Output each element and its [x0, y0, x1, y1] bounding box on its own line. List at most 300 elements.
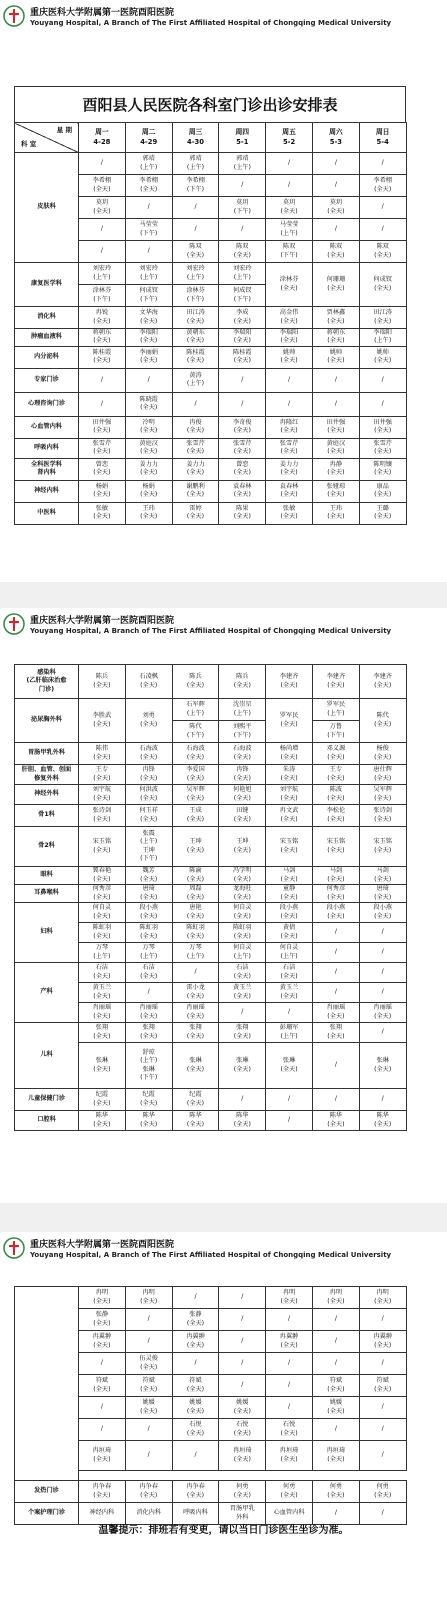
doctor-shift-cell: 姚媛 (全天) — [312, 1397, 359, 1419]
schedule-page-1 — [0, 0, 447, 582]
department-name: 眼科 — [15, 867, 79, 885]
department-name: 康复医学科 — [15, 263, 79, 307]
doctor-shift-cell: 张诗剑 (全天) — [359, 805, 406, 827]
doctor-shift-cell: 陈双 (全天) — [219, 241, 266, 263]
hospital-logo-icon — [3, 1237, 25, 1259]
doctor-shift-cell: / — [266, 1111, 313, 1131]
doctor-shift-cell: / — [359, 392, 406, 416]
doctor-shift-cell: / — [359, 1309, 406, 1331]
doctor-shift-cell: 李瑞阳 (全天) — [219, 329, 266, 347]
schedule-row — [15, 765, 407, 785]
doctor-shift-cell: / — [219, 1353, 266, 1375]
doctor-shift-cell: 冉翼翀 (全天) — [266, 1331, 313, 1353]
doctor-shift-cell: 黄玉兰 (全天) — [79, 983, 126, 1003]
doctor-shift-cell: 张诗剑 (全天) — [79, 805, 126, 827]
doctor-shift-cell: 何自灵 (全天) — [219, 903, 266, 923]
doctor-shift-cell: 张敏 (全天) — [266, 502, 313, 524]
doctor-shift-cell: 冉垣琦 (全天) — [79, 1441, 126, 1471]
department-name: 心理咨询门诊 — [15, 392, 79, 416]
doctor-shift-cell: 石洁 (全天) — [79, 963, 126, 983]
doctor-shift-cell: 姚帅 (全天) — [359, 346, 406, 368]
doctor-shift-cell: 万琴 (上午) — [79, 943, 126, 963]
doctor-shift-cell: 李瑞阳 (全天) — [125, 329, 172, 347]
doctor-shift-cell: 消化内科 — [125, 1503, 172, 1525]
doctor-shift-cell: 王专 (全天) — [79, 765, 126, 785]
doctor-shift-cell: 冉文武 (全天) — [266, 805, 313, 827]
doctor-shift-cell: 马剑 (全天) — [359, 867, 406, 885]
doctor-shift-cell: 胃肠甲乳 外科 — [219, 1503, 266, 1525]
doctor-shift-cell: 何洪波 (全天) — [125, 785, 172, 805]
doctor-shift-cell: / — [312, 153, 359, 175]
doctor-shift-cell: 呼吸内科 — [172, 1503, 219, 1525]
doctor-shift-cell: / — [359, 983, 406, 1003]
schedule-row — [15, 665, 407, 699]
doctor-shift-cell: 陈兵 (全天) — [219, 665, 266, 699]
department-name: 妇科 — [15, 903, 79, 963]
doctor-shift-cell: / — [312, 219, 359, 241]
doctor-shift-cell: 王专 (全天) — [312, 765, 359, 785]
day-header: 周二 4-29 — [125, 123, 172, 153]
doctor-shift-cell: 文华海 (全天) — [125, 307, 172, 329]
hospital-name-en: Youyang Hospital, A Branch of The First Affiliated Hospital of Chongqing Medical University — [30, 19, 392, 27]
doctor-shift-cell: 张雪芹 (全天) — [266, 438, 313, 458]
doctor-shift-cell: 冉翼翀 (全天) — [172, 1331, 219, 1353]
doctor-shift-cell: 神经内科 — [79, 1503, 126, 1525]
doctor-shift-cell: 刘宏玲 (上午) — [172, 263, 219, 285]
department-name: 感染科 (乙肝临床治愈 门诊) — [15, 665, 79, 699]
doctor-shift-cell: / — [266, 1375, 313, 1397]
doctor-shift-cell: 张敏 (全天) — [79, 502, 126, 524]
doctor-shift-cell: 符斌 (全天) — [312, 1375, 359, 1397]
doctor-shift-cell: / — [312, 1089, 359, 1111]
doctor-shift-cell: / — [219, 368, 266, 392]
doctor-shift-cell: 涂林芬 (下午) — [79, 285, 126, 307]
doctor-shift-cell: 郭靖 (上午) — [172, 153, 219, 175]
doctor-shift-cell: 马莹莹 (上午) — [266, 219, 313, 241]
doctor-shift-cell: 陈双 (下午) — [266, 241, 313, 263]
doctor-shift-cell: 冉垣琦 (全天) — [219, 1441, 266, 1471]
footer-note: 温馨提示：排班若有变更，请以当日门诊医生坐诊为准。 — [98, 1525, 349, 1536]
doctor-shift-cell: 纪霞 (全天) — [172, 1089, 219, 1111]
doctor-shift-cell: 万琴 (上午) — [125, 943, 172, 963]
doctor-shift-cell: 符斌 (全天) — [79, 1375, 126, 1397]
doctor-shift-cell: 冉争春 (全天) — [79, 1481, 126, 1503]
doctor-shift-cell: 袁春林 (全天) — [219, 480, 266, 502]
doctor-shift-cell: 张雪芹 (全天) — [79, 438, 126, 458]
doctor-shift-cell: / — [79, 1397, 126, 1419]
doctor-shift-cell: / — [266, 368, 313, 392]
doctor-shift-cell: 石洁 (全天) — [266, 963, 313, 983]
doctor-shift-cell: 冉争春 (全天) — [172, 1481, 219, 1503]
doctor-shift-cell: 张琳 (全天) — [359, 1043, 406, 1089]
doctor-shift-cell: 黄涛 (上午) — [172, 368, 219, 392]
doctor-shift-cell: / — [312, 923, 359, 943]
department-name: 骨2科 — [15, 827, 79, 867]
doctor-shift-cell: / — [125, 1441, 172, 1471]
doctor-shift-cell: 冀春艳 (全天) — [79, 867, 126, 885]
doctor-shift-cell: 陈华 (全天) — [172, 1111, 219, 1131]
department-name: 儿童保健门诊 — [15, 1089, 79, 1111]
doctor-shift-cell: 黄庭汉 (全天) — [312, 438, 359, 458]
doctor-shift-cell: 李希栩 (全天) — [125, 175, 172, 197]
doctor-shift-cell: 彭珊军 (上午) — [266, 1023, 313, 1043]
doctor-shift-cell: 段小燕 (全天) — [266, 903, 313, 923]
department-name: 心血管内科 — [15, 416, 79, 438]
doctor-shift-cell: / — [172, 1353, 219, 1375]
doctor-shift-cell: 张琳 (全天) — [79, 1043, 126, 1089]
doctor-shift-cell: / — [312, 943, 359, 963]
doctor-shift-cell: 姜力力 (全天) — [125, 458, 172, 480]
doctor-shift-cell: / — [312, 1331, 359, 1353]
doctor-shift-cell: / — [266, 175, 313, 197]
doctor-shift-cell: 陈双 (全天) — [172, 241, 219, 263]
weekday-axis-label: 星 期 — [56, 126, 72, 134]
doctor-shift-cell: / — [359, 923, 406, 943]
doctor-shift-cell: 冉明 (全天) — [125, 1287, 172, 1309]
day-header: 周六 5-3 — [312, 123, 359, 153]
schedule-row — [15, 699, 407, 721]
doctor-shift-cell: 陈桂霞 (全天) — [219, 346, 266, 368]
doctor-shift-cell: 石悦 (全天) — [219, 1419, 266, 1441]
doctor-shift-cell: 石洁 (全天) — [219, 963, 266, 983]
doctor-shift-cell: / — [125, 1331, 172, 1353]
department-name: 儿科 — [15, 1023, 79, 1089]
doctor-shift-cell: 曾恋 (全天) — [219, 458, 266, 480]
doctor-shift-cell: 杨娟 (全天) — [79, 480, 126, 502]
doctor-shift-cell: 谢鹏利 (全天) — [172, 480, 219, 502]
doctor-shift-cell: / — [79, 368, 126, 392]
day-header: 周四 5-1 — [219, 123, 266, 153]
hospital-logo-icon — [3, 5, 25, 27]
hospital-header — [0, 608, 447, 648]
doctor-shift-cell: 唐艳 (全天) — [172, 903, 219, 923]
doctor-shift-cell: 刘宇航 (全天) — [79, 785, 126, 805]
doctor-shift-cell: 冉垣琦 (全天) — [312, 1441, 359, 1471]
doctor-shift-cell: 陈伟 (全天) — [79, 743, 126, 765]
doctor-shift-cell: 李胜武 (全天) — [79, 699, 126, 743]
doctor-shift-cell: / — [312, 963, 359, 983]
doctor-shift-cell: 宋玉铭 (全天) — [359, 827, 406, 867]
doctor-shift-cell: 陈桂霞 (全天) — [172, 346, 219, 368]
hospital-name-cn: 重庆医科大学附属第一医院酉阳医院 — [30, 616, 175, 626]
doctor-shift-cell: 冉隆红 (全天) — [266, 416, 313, 438]
doctor-shift-cell: / — [79, 392, 126, 416]
doctor-shift-cell: 符斌 (全天) — [172, 1375, 219, 1397]
doctor-shift-cell: 姚帅 (全天) — [312, 346, 359, 368]
doctor-shift-cell: 何勇 (全天) — [312, 1481, 359, 1503]
schedule-row — [15, 1023, 407, 1043]
doctor-shift-cell: 何自灵 (全天) — [79, 903, 126, 923]
doctor-shift-cell: 黄玉兰 (全天) — [219, 983, 266, 1003]
doctor-shift-cell: 田江涛 (全天) — [359, 307, 406, 329]
schedule-row — [15, 346, 407, 368]
doctor-shift-cell: 魏芳 (全天) — [125, 867, 172, 885]
doctor-shift-cell: 张雪芹 (全天) — [359, 438, 406, 458]
doctor-shift-cell: / — [312, 175, 359, 197]
doctor-shift-cell: 宋玉铭 (全天) — [266, 827, 313, 867]
doctor-shift-cell: 李希栩 (下午) — [172, 175, 219, 197]
doctor-shift-cell: 陈华 (全天) — [125, 1111, 172, 1131]
doctor-shift-cell: 石军辉 (上午) — [172, 699, 219, 721]
doctor-shift-cell: 段小燕 (全天) — [359, 903, 406, 923]
doctor-shift-cell: 冉锋 (全天) — [219, 765, 266, 785]
schedule-row — [15, 416, 407, 438]
department-name: 胃肠甲乳外科 — [15, 743, 79, 765]
doctor-shift-cell: 石凌枫 (全天) — [125, 665, 172, 699]
schedule-row — [15, 827, 407, 867]
doctor-shift-cell: 陈虹羽 (全天) — [172, 923, 219, 943]
schedule-row — [15, 867, 407, 885]
doctor-shift-cell: 雷婷 (全天) — [172, 502, 219, 524]
doctor-shift-cell: / — [125, 197, 172, 219]
schedule-row — [15, 903, 407, 923]
doctor-shift-cell: / — [359, 1353, 406, 1375]
doctor-shift-cell: 李建齐 (全天) — [266, 665, 313, 699]
doctor-shift-cell: 陈双 (全天) — [359, 241, 406, 263]
doctor-shift-cell: / — [219, 1287, 266, 1309]
doctor-shift-cell: 纪霞 (全天) — [125, 1089, 172, 1111]
doctor-shift-cell: 莫玥 (全天) — [266, 197, 313, 219]
doctor-shift-cell: 杨尚增 (全天) — [266, 743, 313, 765]
doctor-shift-cell: / — [359, 1023, 406, 1043]
doctor-shift-cell: 石海波 (全天) — [172, 743, 219, 765]
doctor-shift-cell: / — [359, 368, 406, 392]
doctor-shift-cell: 田键 (全天) — [219, 805, 266, 827]
doctor-shift-cell: 李希栩 (全天) — [359, 175, 406, 197]
doctor-shift-cell: / — [266, 1003, 313, 1023]
hospital-name-en: Youyang Hospital, A Branch of The First Affiliated Hospital of Chongqing Medical University — [30, 627, 392, 635]
hospital-name-cn: 重庆医科大学附属第一医院酉阳医院 — [30, 1240, 175, 1250]
doctor-shift-cell: 张静 (全天) — [172, 1309, 219, 1331]
doctor-shift-cell: 心血管内科 — [266, 1503, 313, 1525]
doctor-shift-cell: / — [79, 219, 126, 241]
hospital-name-cn: 重庆医科大学附属第一医院酉阳医院 — [30, 8, 175, 18]
doctor-shift-cell: 何勇 (全天) — [359, 1481, 406, 1503]
doctor-shift-cell: / — [359, 219, 406, 241]
doctor-shift-cell: / — [219, 1003, 266, 1023]
department-name: 内分泌科 — [15, 346, 79, 368]
doctor-shift-cell: 冉翼翀 (全天) — [79, 1331, 126, 1353]
day-header: 周五 5-2 — [266, 123, 313, 153]
doctor-shift-cell: 石海波 (全天) — [125, 743, 172, 765]
doctor-shift-cell: / — [312, 983, 359, 1003]
doctor-shift-cell: / — [312, 368, 359, 392]
doctor-shift-cell: 陈波 (全天) — [312, 785, 359, 805]
doctor-shift-cell: 刘宇航 (全天) — [266, 785, 313, 805]
doctor-shift-cell: 贾林鑫 (全天) — [312, 307, 359, 329]
doctor-shift-cell: 段小燕 (全天) — [125, 903, 172, 923]
doctor-shift-cell: 田井强 (全天) — [359, 416, 406, 438]
doctor-shift-cell: 宋玉铭 (全天) — [312, 827, 359, 867]
doctor-shift-cell: 吴军辉 (全天) — [359, 785, 406, 805]
doctor-shift-cell: 莫玥 (全天) — [79, 197, 126, 219]
schedule-row — [15, 1111, 407, 1131]
schedule-row — [15, 307, 407, 329]
doctor-shift-cell: 何秀彦 (全天) — [312, 885, 359, 903]
doctor-shift-cell: 蒋朝东 (全天) — [79, 329, 126, 347]
doctor-shift-cell: 何自灵 (上午) — [266, 943, 313, 963]
department-name: 全科医学科 肾内科 — [15, 458, 79, 480]
doctor-shift-cell: 陈华 (全天) — [312, 1111, 359, 1131]
doctor-shift-cell: 莫玥 (全天) — [312, 197, 359, 219]
department-axis-label: 科 室 — [21, 140, 37, 149]
schedule-row — [15, 263, 407, 285]
doctor-shift-cell: 陈兵 (全天) — [79, 665, 126, 699]
doctor-shift-cell: / — [266, 392, 313, 416]
schedule-row — [15, 438, 407, 458]
doctor-shift-cell: 王坤 (全天) — [219, 827, 266, 867]
doctor-shift-cell: 何成钗 (全天) — [359, 263, 406, 307]
doctor-shift-cell: 张震 (上午) 王坤 (下午) — [125, 827, 172, 867]
doctor-shift-cell: / — [125, 983, 172, 1003]
doctor-shift-cell: 冉垣琦 (全天) — [266, 1441, 313, 1471]
doctor-shift-cell: 陈双 (全天) — [312, 241, 359, 263]
doctor-shift-cell: 陈华 (全天) — [219, 1111, 266, 1131]
doctor-shift-cell: 吴军辉 (全天) — [172, 785, 219, 805]
doctor-shift-cell: 石悦 (全天) — [266, 1419, 313, 1441]
doctor-shift-cell: 唐琦 (全天) — [125, 885, 172, 903]
department-name: 肝胆、血管、创面 修复外科 — [15, 765, 79, 785]
doctor-shift-cell: 杨娟 (全天) — [125, 480, 172, 502]
doctor-shift-cell: 王坤 (全天) — [172, 827, 219, 867]
doctor-shift-cell: / — [312, 1503, 359, 1525]
doctor-shift-cell: 张翔 (全天) — [219, 1023, 266, 1043]
doctor-shift-cell: 何秀彦 (全天) — [79, 885, 126, 903]
doctor-shift-cell: 姚媛 (全天) — [172, 1397, 219, 1419]
doctor-shift-cell: / — [219, 219, 266, 241]
department-name — [15, 1287, 79, 1481]
doctor-shift-cell: 纪霞 (全天) — [79, 1089, 126, 1111]
schedule-row — [15, 458, 407, 480]
doctor-shift-cell: 陈明镶 (全天) — [359, 458, 406, 480]
doctor-shift-cell: / — [359, 153, 406, 175]
doctor-shift-cell: 张静 (全天) — [79, 1309, 126, 1331]
doctor-shift-cell: 何勇 (全天) — [266, 1481, 313, 1503]
doctor-shift-cell: 马莹莹 (下午) — [125, 219, 172, 241]
schedule-table-1 — [14, 122, 407, 525]
doctor-shift-cell: 田井强 (全天) — [312, 416, 359, 438]
doctor-shift-cell: 莫玥 (下午) — [219, 197, 266, 219]
doctor-shift-cell: 冷明 (全天) — [125, 416, 172, 438]
doctor-shift-cell: 王璐 (全天) — [359, 502, 406, 524]
doctor-shift-cell: 陈华 (全天) — [79, 1111, 126, 1131]
doctor-shift-cell: 袁春林 (全天) — [266, 480, 313, 502]
doctor-shift-cell: / — [172, 197, 219, 219]
schedule-page-2 — [0, 608, 447, 1203]
hospital-name-en: Youyang Hospital, A Branch of The First Affiliated Hospital of Chongqing Medical University — [30, 1251, 392, 1259]
doctor-shift-cell: / — [125, 1419, 172, 1441]
department-name: 个案护理门诊 — [15, 1503, 79, 1525]
doctor-shift-cell: / — [172, 1287, 219, 1309]
doctor-shift-cell: 龙海旺 (全天) — [219, 885, 266, 903]
doctor-shift-cell: 肖丽瑶 (全天) — [312, 1003, 359, 1023]
schedule-row — [15, 885, 407, 903]
schedule-row — [15, 1089, 407, 1111]
doctor-shift-cell: 罗军民 (上午) — [312, 699, 359, 721]
doctor-shift-cell: 沈崇星 (上午) — [219, 699, 266, 721]
doctor-shift-cell: / — [172, 219, 219, 241]
department-name: 消化科 — [15, 307, 79, 329]
doctor-shift-cell: 童静 (全天) — [266, 885, 313, 903]
doctor-shift-cell: 刘宏玲 (上午) — [125, 263, 172, 285]
doctor-shift-cell: / — [266, 1397, 313, 1419]
doctor-shift-cell: 陈果 (全天) — [219, 502, 266, 524]
schedule-table-3 — [14, 1286, 407, 1525]
doctor-shift-cell: 邓义源 (全天) — [312, 743, 359, 765]
doctor-shift-cell: 石洁 (全天) — [125, 963, 172, 983]
doctor-shift-cell: 杨俊 (全天) — [359, 743, 406, 765]
doctor-shift-cell: / — [359, 1089, 406, 1111]
schedule-row — [15, 480, 407, 502]
doctor-shift-cell: 田井强 (全天) — [79, 416, 126, 438]
doctor-shift-cell: 唐仕辉 (全天) — [359, 765, 406, 785]
doctor-shift-cell: 李建齐 (全天) — [312, 665, 359, 699]
doctor-shift-cell: 朱涛 (全天) — [266, 765, 313, 785]
doctor-shift-cell: / — [219, 1331, 266, 1353]
doctor-shift-cell: 康品 (全天) — [359, 480, 406, 502]
doctor-shift-cell: 肖丽瑶 (全天) — [125, 1003, 172, 1023]
doctor-shift-cell: / — [266, 1089, 313, 1111]
doctor-shift-cell: / — [312, 392, 359, 416]
doctor-shift-cell: 冉争春 (全天) — [125, 1481, 172, 1503]
doctor-shift-cell: 万鲁 (下午) — [312, 721, 359, 743]
doctor-shift-cell: 陈虹羽 (全天) — [219, 923, 266, 943]
doctor-shift-cell: 石悦 (全天) — [172, 1419, 219, 1441]
doctor-shift-cell: 冉锐 (全天) — [79, 307, 126, 329]
doctor-shift-cell: 冉明 (全天) — [312, 1287, 359, 1309]
doctor-shift-cell: 何珊珊 (全天) — [312, 263, 359, 307]
hospital-logo-icon — [3, 613, 25, 635]
doctor-shift-cell: 李瑞阳 (上午) — [359, 329, 406, 347]
doctor-shift-cell: 张琳 (全天) — [266, 1043, 313, 1089]
doctor-shift-cell: / — [172, 1441, 219, 1471]
department-name: 专家门诊 — [15, 368, 79, 392]
doctor-shift-cell: / — [312, 1353, 359, 1375]
doctor-shift-cell: 冉翼翀 (全天) — [359, 1331, 406, 1353]
schedule-table-2 — [14, 664, 407, 1131]
doctor-shift-cell: / — [172, 392, 219, 416]
department-name: 发热门诊 — [15, 1481, 79, 1503]
corner-header — [15, 123, 79, 153]
doctor-shift-cell: / — [359, 1441, 406, 1471]
day-header: 周日 5-4 — [359, 123, 406, 153]
doctor-shift-cell: 陈代 (全天) — [359, 699, 406, 743]
doctor-shift-cell: 唐琦 (全天) — [359, 885, 406, 903]
doctor-shift-cell: 陈华 (全天) — [359, 1111, 406, 1131]
doctor-shift-cell: 肖丽瑶 (全天) — [79, 1003, 126, 1023]
doctor-shift-cell: 黄倩 (全天) — [266, 923, 313, 943]
doctor-shift-cell: 姚帅 (全天) — [266, 346, 313, 368]
doctor-shift-cell: 马剑 (全天) — [312, 867, 359, 885]
doctor-shift-cell: 张雪芹 (全天) — [219, 438, 266, 458]
hospital-header — [0, 1232, 447, 1272]
doctor-shift-cell: 李丽娟 (全天) — [125, 346, 172, 368]
hospital-header — [0, 0, 447, 40]
doctor-shift-cell: 石海波 (全天) — [219, 743, 266, 765]
schedule-row — [15, 153, 407, 175]
doctor-shift-cell: 符斌 (全天) — [359, 1375, 406, 1397]
doctor-shift-cell: / — [219, 175, 266, 197]
doctor-shift-cell: 冉俊 (全天) — [172, 416, 219, 438]
schedule-row — [15, 743, 407, 765]
doctor-shift-cell: 陈晓霞 (全天) — [125, 392, 172, 416]
doctor-shift-cell: 冉锋 (全天) — [125, 765, 172, 785]
doctor-shift-cell: 陈虹羽 (全天) — [125, 923, 172, 943]
doctor-shift-cell: 陈渝 (全天) — [172, 867, 219, 885]
department-name: 骨1科 — [15, 805, 79, 827]
doctor-shift-cell: / — [359, 1503, 406, 1525]
doctor-shift-cell: 王成 (全天) — [172, 805, 219, 827]
